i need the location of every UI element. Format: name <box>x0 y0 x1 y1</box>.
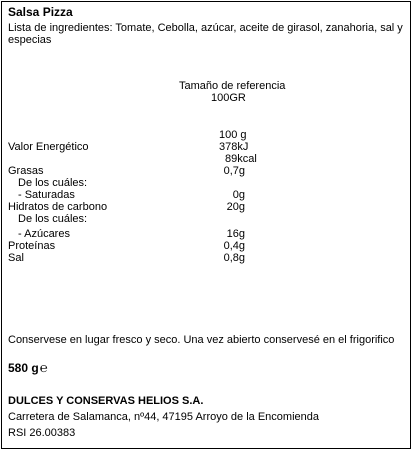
estimated-sign-icon: ℮ <box>39 360 48 375</box>
net-weight <box>8 361 48 375</box>
nutrient-label-of-which: De los cuáles: <box>18 213 88 225</box>
product-title: Salsa Pizza <box>8 5 73 19</box>
per-100g-label: 100 g <box>219 129 247 141</box>
company-address: Carretera de Salamanca, nº44, 47195 Arroyo de la Encomienda <box>8 411 319 423</box>
nutrient-label-fat: Grasas <box>8 165 44 177</box>
energy-kj-value: 378kJ <box>219 141 249 153</box>
net-weight-value: 580 g <box>8 361 39 375</box>
company-name: DULCES Y CONSERVAS HELIOS S.A. <box>8 395 204 407</box>
nutrient-label-sugars: - Azúcares <box>18 228 70 240</box>
reference-size-amount: 100GR <box>211 92 246 104</box>
nutrient-value-saturated: 0g <box>232 189 245 201</box>
nutrient-label-saturated: - Saturadas <box>18 189 75 201</box>
nutrient-value-sugars: 16g <box>226 228 245 240</box>
nutrient-value-protein: 0,4g <box>223 240 245 252</box>
nutrient-label-protein: Proteínas <box>8 240 56 252</box>
nutrient-value-carbohydrates: 20g <box>226 201 245 213</box>
nutrient-label-salt: Sal <box>8 252 24 264</box>
company-rsi: RSI 26.00383 <box>8 427 76 439</box>
nutrient-label-of-which: De los cuáles: <box>18 177 88 189</box>
storage-instructions: Conservese en lugar fresco y seco. Una vez abierto conservesé en el frigorifico <box>8 334 395 346</box>
nutrient-label-carbohydrates: Hidratos de carbono <box>8 201 108 213</box>
energy-kcal-value: 89kcal <box>225 153 257 165</box>
product-label <box>1 1 411 449</box>
nutrient-value-salt: 0,8g <box>223 252 245 264</box>
reference-size-header: Tamaño de referencia <box>179 80 286 92</box>
energy-label: Valor Energético <box>8 141 89 153</box>
nutrient-value-fat: 0,7g <box>223 165 245 177</box>
ingredients-list: Lista de ingredientes: Tomate, Cebolla, azúcar, aceite de girasol, zanahoria, sal y especias <box>8 22 403 46</box>
